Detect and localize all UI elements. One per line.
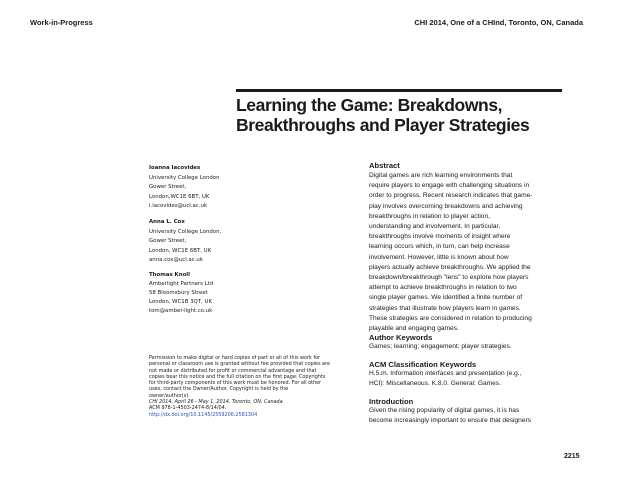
- title-line-1: Learning the Game: Breakdowns,: [236, 95, 503, 115]
- permission-line: not made or distributed for profit or commercial advantage and that: [149, 367, 317, 374]
- author-affiliation: University College London: [149, 174, 220, 181]
- abstract-body: [369, 171, 591, 334]
- author-address-street: Gower Street,: [149, 184, 187, 191]
- keywords-text: Games; learning; engagement; player strategies.: [369, 343, 512, 350]
- abstract-line: involvement. However, little is known about how: [369, 253, 509, 261]
- author-name: Thomas Knoll: [149, 272, 190, 278]
- abstract-line: breakthroughs involve moments of insight where: [369, 233, 511, 241]
- acm-classification-heading: ACM Classification Keywords: [369, 360, 477, 369]
- abstract-line: play involves overcoming breakdowns and achieving: [369, 202, 523, 210]
- author-block-2: [149, 218, 299, 266]
- page-number: 2215: [564, 453, 580, 460]
- author-name: Ioanna Iacovides: [149, 165, 201, 171]
- abstract-line: attempt to achieve breakthroughs in relation to two: [369, 284, 517, 292]
- abstract-line: Digital games are rich learning environments that: [369, 172, 513, 179]
- permission-line: personal or classroom use is granted without fee provided that copies are: [149, 361, 330, 368]
- doi-link[interactable]: http://dx.doi.org/10.1145/2559206.2581304: [149, 411, 258, 418]
- paper-title: [236, 95, 576, 135]
- author-address-city: London,WC1E 6BT, UK: [149, 193, 210, 200]
- abstract-line: learning occurs which, in turn, can help increase: [369, 243, 510, 251]
- author-affiliation: Amberlight Partners Ltd: [149, 281, 214, 287]
- abstract-heading: Abstract: [369, 161, 400, 170]
- author-address-city: London, WC1B 3QT, UK: [149, 299, 212, 305]
- permission-line: copies bear this notice and the full citation on the first page. Copyrights: [149, 373, 326, 380]
- author-affiliation: University College London,: [149, 228, 222, 235]
- running-header-left: Work-in-Progress: [30, 18, 93, 27]
- abstract-line: These strategies are considered in relation to producing: [369, 314, 532, 322]
- author-address-street: Gower Street,: [149, 238, 187, 245]
- permission-line: for third-party components of this work must be honored. For all other: [149, 380, 322, 387]
- introduction-line: Given the rising popularity of digital games, it is has: [369, 407, 520, 414]
- acm-isbn-line: ACM 978-1-4503-2474-8/14/04.: [149, 405, 227, 412]
- permission-line: Permission to make digital or hard copies of part or all of this work for: [149, 355, 321, 361]
- permission-notice: [149, 355, 359, 418]
- abstract-line: require players to engage with challenging situations in: [369, 182, 530, 190]
- abstract-line: breakthroughs in relation to player action,: [369, 212, 490, 220]
- author-name: Anna L. Cox: [149, 219, 185, 225]
- acm-classification-body: [369, 369, 591, 389]
- abstract-line: understanding and involvement. In particular,: [369, 223, 501, 231]
- running-header-right: CHI 2014, One of a CHInd, Toronto, ON, Canada: [414, 18, 583, 27]
- abstract-line: breakdown/breakthrough "lens" to explore how players: [369, 274, 529, 282]
- author-address-city: London, WC1E 6BT, UK: [149, 247, 212, 254]
- abstract-line: players actually achieve breakthroughs. We applied the: [369, 263, 531, 271]
- acm-classification-line: HCI): Miscellaneous. K.8.0. General: Games.: [369, 380, 501, 388]
- author-email: anna.cox@ucl.ac.uk: [149, 257, 203, 264]
- permission-line: uses, contact the Owner/Author. Copyright is held by the: [149, 386, 289, 393]
- author-block-1: [149, 164, 299, 212]
- abstract-line: playable and engaging games.: [369, 325, 459, 333]
- keywords-heading: Author Keywords: [369, 333, 433, 342]
- author-email: i.iacovides@ucl.ac.uk: [149, 203, 208, 210]
- title-rule: [236, 89, 562, 92]
- abstract-line: order to progress. Recent research indicates that game-: [369, 192, 533, 200]
- venue-line: CHI 2014, April 26 - May 1, 2014, Toronto, ON, Canada.: [149, 399, 285, 406]
- author-address-street: 58 Bloomsbury Street: [149, 290, 208, 296]
- abstract-line: strategies that illustrate how players learn in games.: [369, 304, 521, 312]
- author-block-3: [149, 271, 299, 316]
- introduction-body: [369, 406, 591, 426]
- abstract-line: single player games. We identified a finite number of: [369, 294, 523, 302]
- introduction-line: become increasingly important to ensure that designers: [369, 417, 532, 425]
- author-email: tom@amber-light.co.uk: [149, 308, 213, 314]
- title-line-2: Breakthroughs and Player Strategies: [236, 115, 530, 135]
- acm-classification-line: H.5.m. Information interfaces and presentation (e.g.,: [369, 370, 522, 377]
- permission-line: owner/author(s).: [149, 392, 190, 399]
- introduction-heading: Introduction: [369, 397, 414, 406]
